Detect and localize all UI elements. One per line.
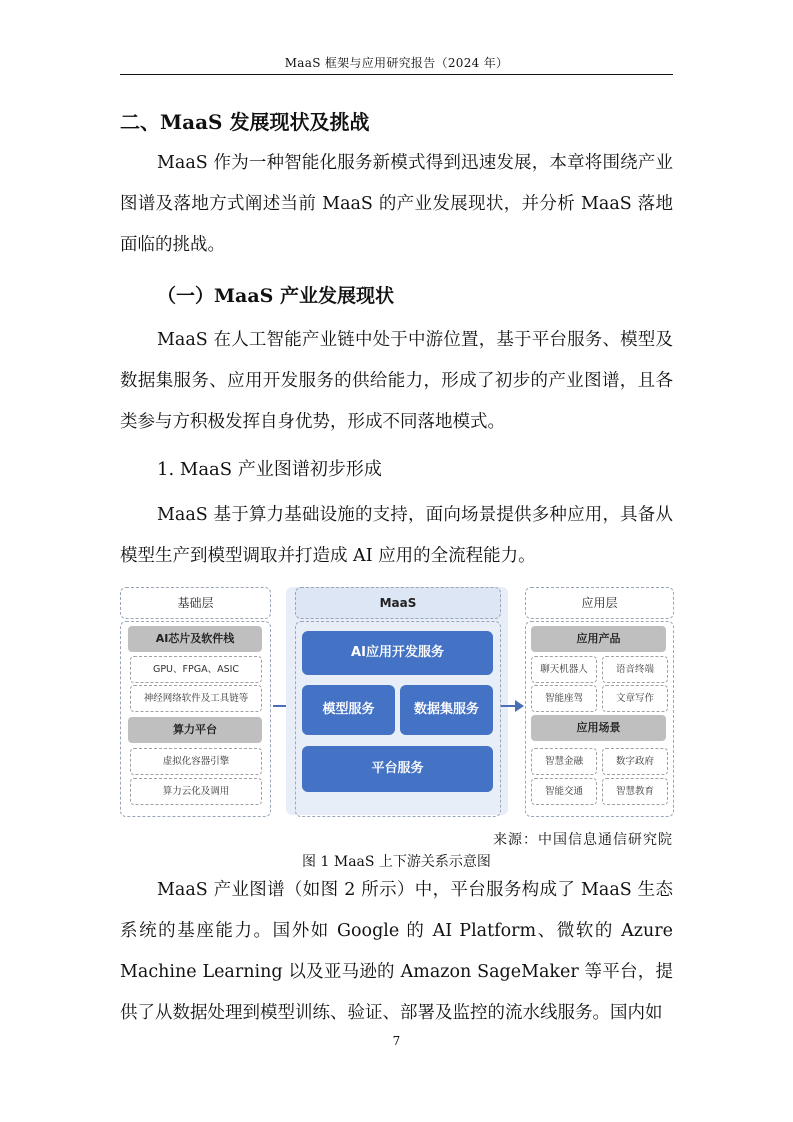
base-item: 虚拟化容器引擎 [130,748,262,775]
app-item: 聊天机器人 [531,656,597,683]
figure-maas-diagram [120,587,673,817]
figure-caption: 图 1 MaaS 上下游关系示意图 [302,854,491,870]
dataset-service: 数据集服务 [400,685,493,735]
app-item: 数字政府 [602,748,668,775]
app-products-header: 应用产品 [531,626,666,652]
intro-paragraph: MaaS 作为一种智能化服务新模式得到迅速发展，本章将围绕产业图谱及落地方式阐述当前 MaaS 的产业发展现状，并分析 MaaS 落地面临的挑战。 [120,153,673,255]
subsubsection-title: 1. MaaS 产业图谱初步形成 [157,459,382,480]
app-item: 文章写作 [602,685,668,712]
app-item: 智能交通 [531,778,597,805]
app-item: 智能座驾 [531,685,597,712]
ai-chip-header: AI芯片及软件栈 [128,626,262,652]
base-item: 算力云化及调用 [130,778,262,805]
compute-platform-header: 算力平台 [128,717,262,743]
body-paragraph: MaaS 产业图谱（如图 2 所示）中，平台服务构成了 MaaS 生态系统的基座能力。国外如 Google 的 AI Platform、微软的 Azure Machine Learning 以及亚马逊的 Amazon SageMaker 等平台，提供了从数据处理到模型训练、验证、部署及监控的流水线服务。国内如 [120,880,673,1023]
header-rule [120,74,673,75]
subsection-title: （一）MaaS 产业发展现状 [157,285,394,307]
page-number: 7 [392,1034,401,1048]
ai-app-dev-service: AI应用开发服务 [302,631,493,675]
platform-service: 平台服务 [302,746,493,792]
app-item: 语音终端 [602,656,668,683]
subsection-paragraph: MaaS 在人工智能产业链中处于中游位置，基于平台服务、模型及数据集服务、应用开发服务的供给能力，形成了初步的产业图谱，且各类参与方积极发挥自身优势，形成不同落地模式。 [120,330,673,432]
figure-source: 来源：中国信息通信研究院 [493,832,673,848]
app-item: 智慧教育 [602,778,668,805]
model-service: 模型服务 [302,685,395,735]
base-item: GPU、FPGA、ASIC [130,656,262,683]
base-item: 神经网络软件及工具链等 [130,685,262,712]
app-layer-title: 应用层 [525,587,674,619]
base-layer-title: 基础层 [120,587,271,619]
app-item: 智慧金融 [531,748,597,775]
section-title: 二、MaaS 发展现状及挑战 [120,110,370,134]
subsubsection-paragraph: MaaS 基于算力基础设施的支持，面向场景提供多种应用，具备从模型生产到模型调取并打造成 AI 应用的全流程能力。 [120,505,673,566]
maas-layer-title: MaaS [295,587,501,619]
app-scenarios-header: 应用场景 [531,715,666,741]
running-header: MaaS 框架与应用研究报告（2024 年） [284,56,509,70]
arrow-right-icon [501,705,522,707]
